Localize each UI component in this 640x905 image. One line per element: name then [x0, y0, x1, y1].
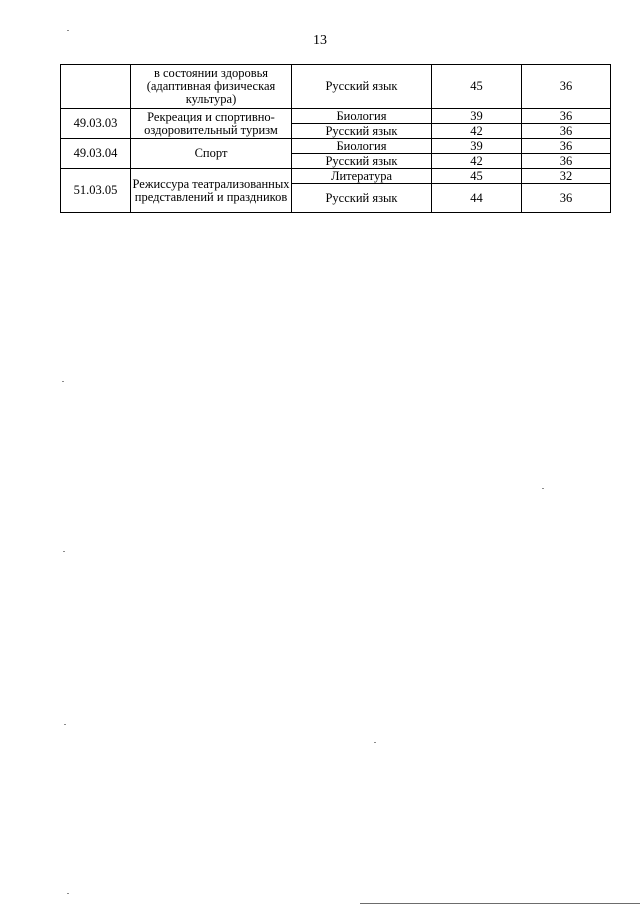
- score-cell: 36: [522, 109, 611, 124]
- program-code-cell: [61, 65, 131, 109]
- subject-cell: Литература: [292, 169, 432, 184]
- subject-cell: Русский язык: [292, 154, 432, 169]
- subject-cell: Биология: [292, 109, 432, 124]
- subject-cell: Русский язык: [292, 65, 432, 109]
- page-number: 13: [313, 33, 327, 48]
- program-code-cell: 51.03.05: [61, 169, 131, 213]
- scan-speck: [62, 381, 64, 382]
- score-cell: 36: [522, 184, 611, 213]
- scan-edge: [360, 903, 640, 904]
- score-cell: 45: [432, 65, 522, 109]
- score-cell: 39: [432, 139, 522, 154]
- score-cell: 45: [432, 169, 522, 184]
- scan-speck: [542, 488, 544, 489]
- program-name-cell: Спорт: [131, 139, 292, 169]
- scan-speck: [64, 724, 66, 725]
- program-name-cell: в состоянии здоровья (адаптивная физическая культура): [131, 65, 292, 109]
- program-name-cell: Рекреация и спортивно-оздоровительный туризм: [131, 109, 292, 139]
- scan-speck: [67, 893, 69, 894]
- table-row: [61, 65, 611, 109]
- table-row: [61, 139, 611, 154]
- subject-cell: Русский язык: [292, 124, 432, 139]
- scan-speck: [63, 551, 65, 552]
- table-row: [61, 109, 611, 124]
- table-row: [61, 169, 611, 184]
- score-cell: 39: [432, 109, 522, 124]
- scan-speck: [67, 30, 69, 31]
- program-name-cell: Режиссура театрализованных представлений и праздников: [131, 169, 292, 213]
- score-cell: 36: [522, 65, 611, 109]
- score-cell: 44: [432, 184, 522, 213]
- scores-table: [60, 64, 611, 213]
- score-cell: 36: [522, 154, 611, 169]
- score-cell: 42: [432, 124, 522, 139]
- scan-speck: [374, 742, 376, 743]
- score-cell: 32: [522, 169, 611, 184]
- score-cell: 36: [522, 124, 611, 139]
- score-cell: 36: [522, 139, 611, 154]
- program-code-cell: 49.03.03: [61, 109, 131, 139]
- subject-cell: Биология: [292, 139, 432, 154]
- subject-cell: Русский язык: [292, 184, 432, 213]
- score-cell: 42: [432, 154, 522, 169]
- program-code-cell: 49.03.04: [61, 139, 131, 169]
